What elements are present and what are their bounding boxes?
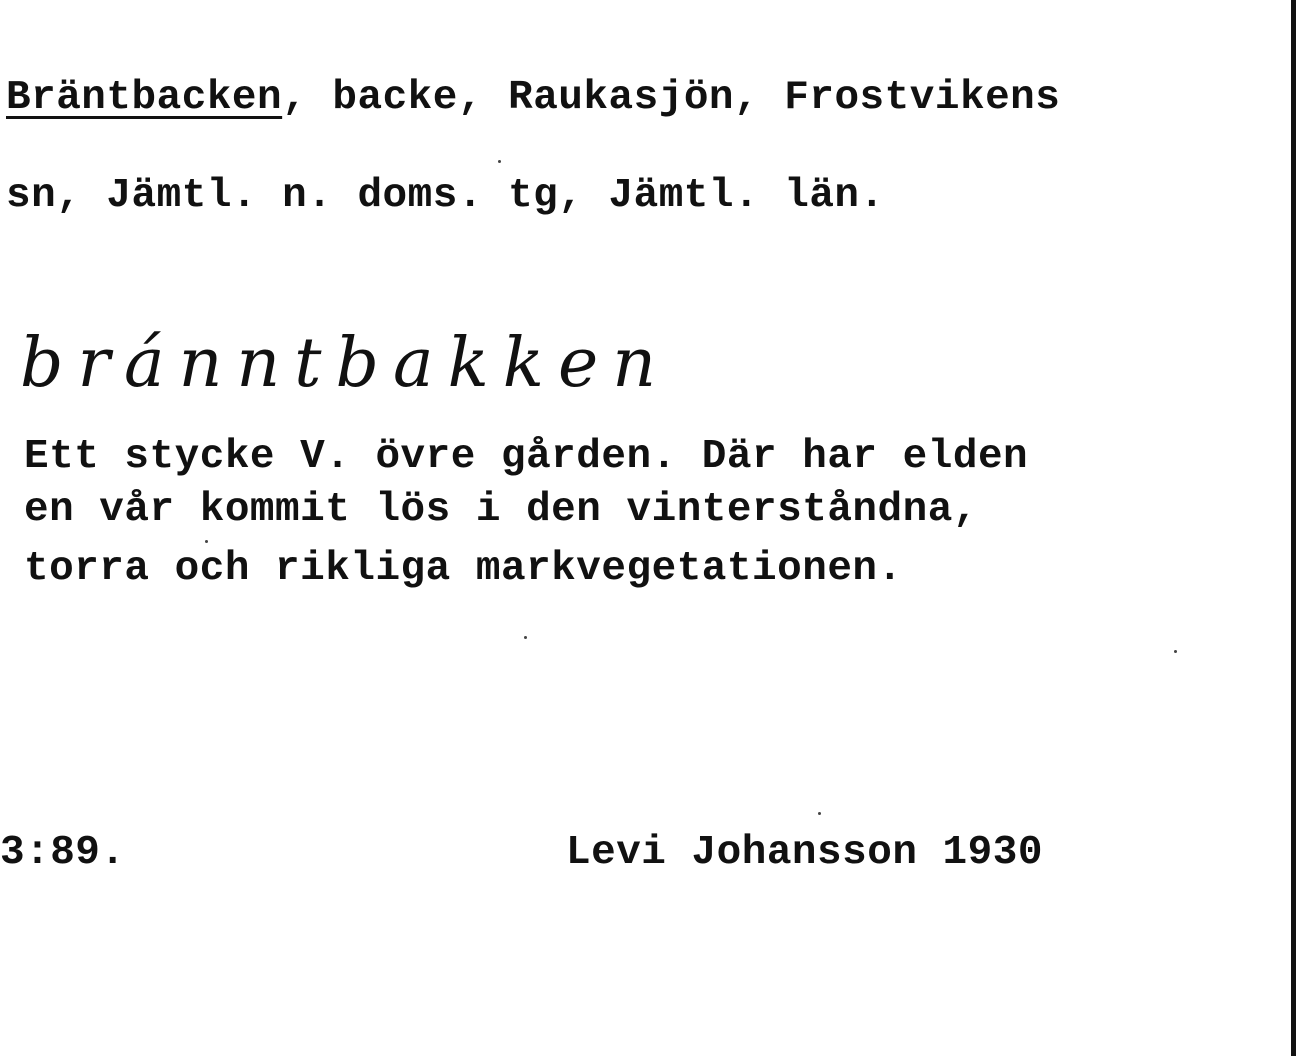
dust-speck (498, 160, 501, 163)
handwritten-dialect-form: bránntbakken (20, 324, 671, 403)
card-edge (1291, 0, 1296, 1056)
dust-speck (1174, 650, 1177, 653)
author-signature: Levi Johansson 1930 (566, 830, 1043, 876)
description-line: Ett stycke V. övre gården. Där har elden (24, 434, 1029, 480)
heading-location: , backe, Raukasjön, Frostvikens (282, 75, 1061, 121)
headword: Bräntbacken (6, 75, 283, 121)
description-line: torra och rikliga markvegetationen. (24, 546, 903, 592)
dust-speck (524, 636, 527, 639)
entry-location-line: sn, Jämtl. n. doms. tg, Jämtl. län. (6, 173, 885, 219)
description-line: en vår kommit lös i den vinterståndna, (24, 487, 978, 533)
dust-speck (818, 812, 821, 815)
reference-number: 3:89. (0, 830, 126, 876)
entry-heading-line (6, 75, 1061, 121)
dust-speck (205, 540, 208, 543)
